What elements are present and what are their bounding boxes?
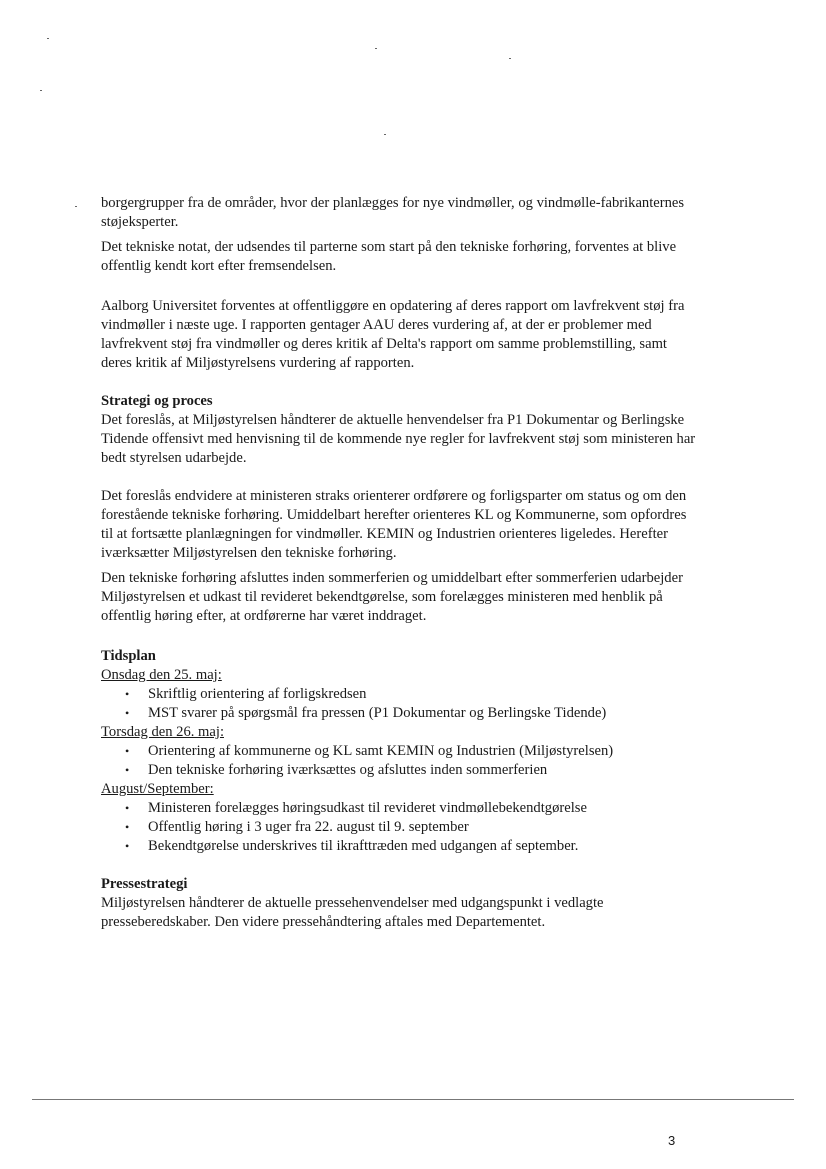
scan-speck bbox=[47, 38, 49, 39]
bullet-icon: • bbox=[125, 839, 130, 853]
footer-divider bbox=[32, 1099, 794, 1100]
scan-speck bbox=[75, 206, 77, 207]
intro-paragraph: borgergrupper fra de områder, hvor der planlægges for nye vindmøller, og vindmølle-fabrikanternes støjeksperter. bbox=[101, 195, 685, 230]
bullet-icon: • bbox=[125, 763, 130, 777]
list-item bbox=[101, 704, 701, 723]
timeline-list bbox=[101, 685, 701, 723]
timeline-list bbox=[101, 742, 701, 780]
timeline-date: Onsdag den 25. maj: bbox=[101, 667, 222, 683]
timeline-date: August/September: bbox=[101, 781, 214, 797]
timeline-date: Torsdag den 26. maj: bbox=[101, 724, 224, 740]
list-item bbox=[101, 742, 701, 761]
list-item-text: Ministeren forelægges høringsudkast til revideret vindmøllebekendtgørelse bbox=[148, 800, 587, 816]
bullet-icon: • bbox=[125, 687, 130, 701]
strategy-paragraph: Det foreslås, at Miljøstyrelsen håndterer de aktuelle henvendelser fra P1 Dokumentar og Berlingske Tidende offensivt med henvisning til de kommende nye regler for lavfrekvent støj som ministeren har bedt styrelsen udarbejde. bbox=[101, 412, 696, 466]
scan-speck bbox=[384, 134, 386, 135]
list-item bbox=[101, 818, 701, 837]
list-item-text: Den tekniske forhøring iværksættes og afsluttes inden sommerferien bbox=[148, 762, 548, 778]
list-item bbox=[101, 761, 701, 780]
bullet-icon: • bbox=[125, 801, 130, 815]
list-item-text: Offentlig høring i 3 uger fra 22. august til 9. september bbox=[148, 819, 469, 835]
list-item bbox=[101, 799, 701, 818]
scan-speck bbox=[375, 48, 377, 49]
section-heading-timeline: Tidsplan bbox=[101, 648, 156, 664]
strategy-paragraph: Det foreslås endvidere at ministeren straks orienterer ordførere og forligsparter om status og om den forestående tekniske forhøring. Umiddelbart herefter orienteres KL og Kommunerne, som opfordres til at fortsætte planlægningen for vindmøller. KEMIN og Industrien orienteres ligeledes. Herefter iværksætter Miljøstyrelsen den tekniske forhøring. bbox=[101, 488, 687, 561]
bullet-icon: • bbox=[125, 744, 130, 758]
intro-paragraph: Aalborg Universitet forventes at offentliggøre en opdatering af deres rapport om lavfrekvent støj fra vindmøller i næste uge. I rapporten gentager AAU deres vurdering af, at der er problemer med lavfrekvent støj fra vindmøller og deres kritik af Delta's rapport om samme problemstilling, samt deres kritik af Miljøstyrelsens vurdering af rapporten. bbox=[101, 298, 685, 371]
section-heading-press: Pressestrategi bbox=[101, 876, 188, 892]
list-item-text: Skriftlig orientering af forligskredsen bbox=[148, 686, 367, 702]
list-item-text: Orientering af kommunerne og KL samt KEMIN og Industrien (Miljøstyrelsen) bbox=[148, 743, 614, 759]
press-paragraph: Miljøstyrelsen håndterer de aktuelle pressehenvendelser med udgangspunkt i vedlagte presseberedskaber. Den videre pressehåndtering aftales med Departementet. bbox=[101, 895, 604, 930]
bullet-icon: • bbox=[125, 820, 130, 834]
list-item-text: Bekendtgørelse underskrives til ikrafttræden med udgangen af september. bbox=[148, 838, 579, 854]
section-heading-strategy: Strategi og proces bbox=[101, 393, 213, 409]
page-number: 3 bbox=[668, 1133, 676, 1148]
scan-speck bbox=[509, 58, 511, 59]
timeline-list bbox=[101, 799, 701, 856]
intro-paragraph: Det tekniske notat, der udsendes til parterne som start på den tekniske forhøring, forventes at blive offentlig kendt kort efter fremsendelsen. bbox=[101, 239, 677, 274]
list-item bbox=[101, 837, 701, 856]
document-body bbox=[101, 194, 701, 932]
list-item-text: MST svarer på spørgsmål fra pressen (P1 Dokumentar og Berlingske Tidende) bbox=[148, 705, 607, 721]
bullet-icon: • bbox=[125, 706, 130, 720]
scan-speck bbox=[40, 90, 42, 91]
list-item bbox=[101, 685, 701, 704]
strategy-paragraph: Den tekniske forhøring afsluttes inden sommerferien og umiddelbart efter sommerferien udarbejder Miljøstyrelsen et udkast til revideret bekendtgørelse, som forelægges ministeren med henblik på offentlig høring efter, at ordførerne har været inddraget. bbox=[101, 570, 683, 624]
